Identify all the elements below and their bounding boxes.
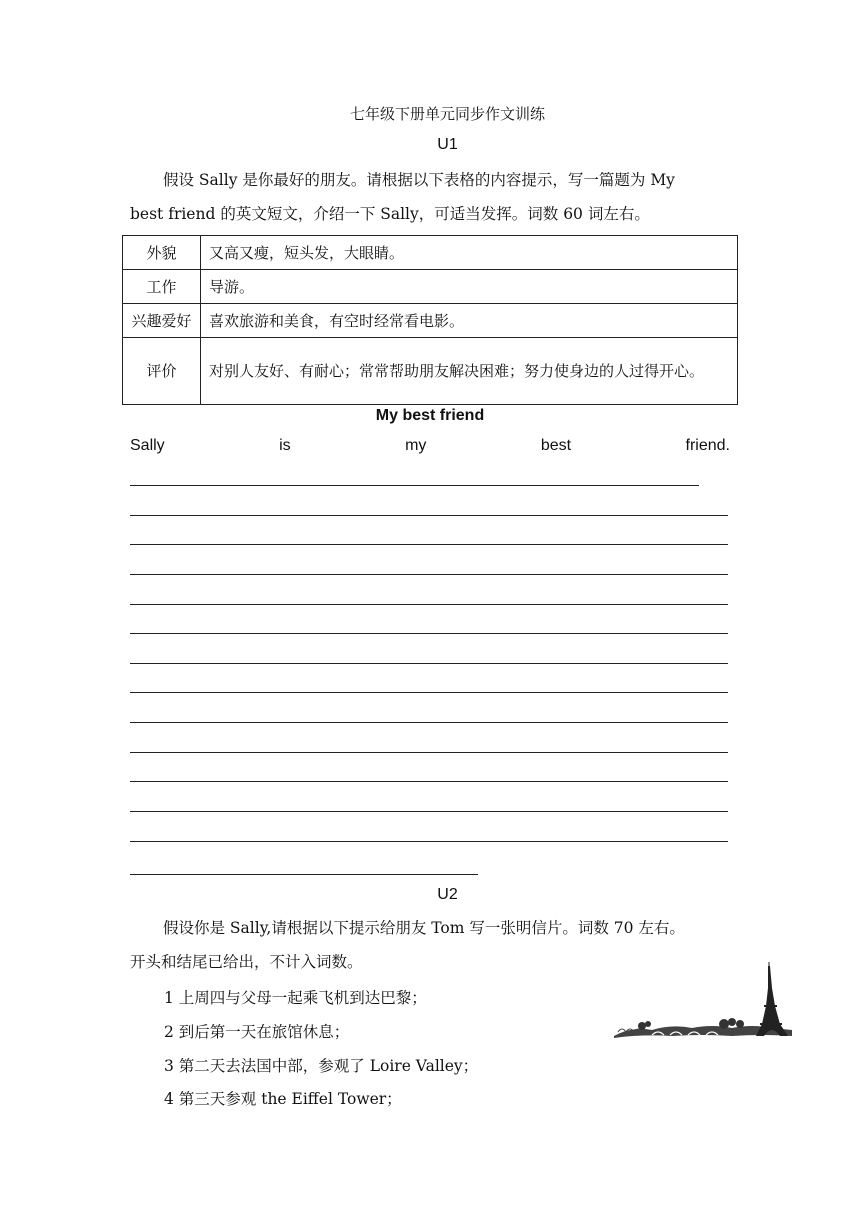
u2-item-2: 2 到后第一天在旅馆休息；: [164, 1023, 350, 1041]
writing-line[interactable]: [130, 752, 728, 753]
opening-word: my: [405, 437, 427, 454]
essay-title: My best friend: [375, 407, 485, 424]
essay-opening: [130, 437, 730, 455]
table-row: [123, 270, 738, 304]
writing-line[interactable]: [130, 811, 728, 812]
table-row: [123, 236, 738, 270]
u1-prompt-line-1: 假设 Sally 是你最好的朋友。请根据以下表格的内容提示，写一篇题为 My: [163, 171, 675, 189]
table-key: 评价: [123, 338, 201, 405]
u2-item-1: 1 上周四与父母一起乘飞机到达巴黎；: [164, 989, 427, 1007]
table-key: 外貌: [123, 236, 201, 270]
table-row: [123, 304, 738, 338]
writing-line[interactable]: [130, 604, 728, 605]
writing-line[interactable]: [130, 574, 728, 575]
table-value: 对别人友好、有耐心；常常帮助朋友解决困难；努力使身边的人过得开心。: [201, 338, 738, 405]
writing-line[interactable]: [130, 781, 728, 782]
table-key: 工作: [123, 270, 201, 304]
opening-word: is: [279, 437, 291, 454]
table-row: [123, 338, 738, 405]
u1-prompt-line-2: best friend 的英文短文，介绍一下 Sally，可适当发挥。词数 60 词左右。: [130, 205, 650, 223]
table-value: 喜欢旅游和美食，有空时经常看电影。: [201, 304, 738, 338]
table-value: 又高又瘦，短头发，大眼睛。: [201, 236, 738, 270]
document-title: 七年级下册单元同步作文训练: [349, 105, 545, 123]
table-key: 兴趣爱好: [123, 304, 201, 338]
u2-prompt-line-2: 开头和结尾已给出，不计入词数。: [130, 953, 363, 971]
table-value: 导游。: [201, 270, 738, 304]
writing-line[interactable]: [130, 841, 728, 842]
u2-item-3: 3 第二天去法国中部，参观了 Loire Valley；: [164, 1057, 479, 1075]
opening-word: friend.: [685, 437, 730, 454]
writing-line[interactable]: [130, 485, 699, 486]
eiffel-tower-illustration: [612, 962, 794, 1046]
u2-heading: U2: [437, 886, 458, 903]
u2-prompt-line-1: 假设你是 Sally,请根据以下提示给朋友 Tom 写一张明信片。词数 70 左右。: [163, 919, 685, 937]
writing-line[interactable]: [130, 544, 728, 545]
writing-line[interactable]: [130, 874, 478, 875]
writing-line[interactable]: [130, 663, 728, 664]
info-table: [122, 235, 738, 405]
opening-word: best: [540, 437, 572, 454]
u1-heading: U1: [437, 136, 458, 153]
opening-word: Sally: [130, 437, 165, 454]
u1-prompt: [130, 163, 730, 231]
writing-line[interactable]: [130, 515, 728, 516]
u2-item-4: 4 第三天参观 the Eiffel Tower；: [164, 1090, 402, 1108]
writing-line[interactable]: [130, 722, 728, 723]
writing-line[interactable]: [130, 692, 728, 693]
writing-line[interactable]: [130, 633, 728, 634]
